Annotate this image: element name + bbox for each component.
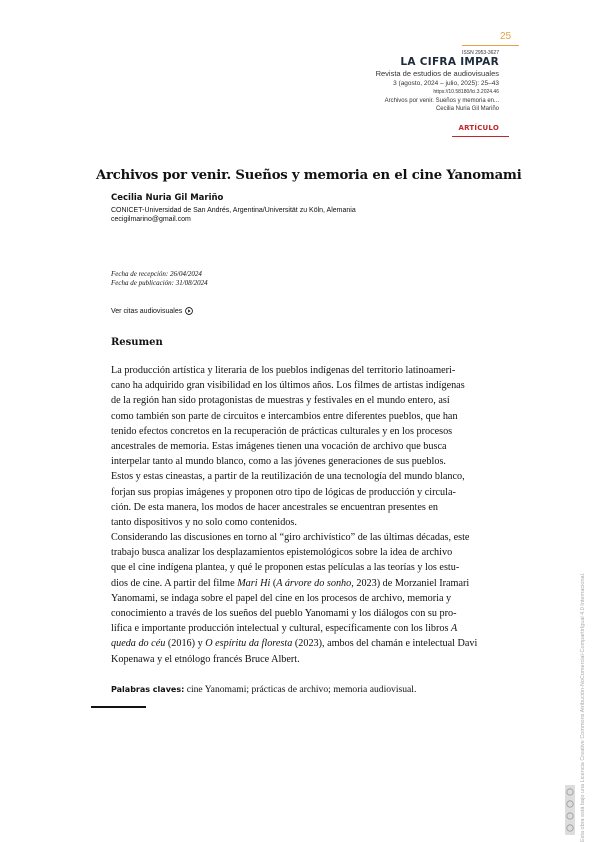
line-segment: , 2023) de Morzaniel Iramari bbox=[351, 577, 470, 589]
abstract-line: de la región han sido protagonistas de muestras y festivales en el mundo entero, así bbox=[111, 395, 450, 407]
line-segment: lífica e importante producción intelectual y cultural, específicamente con los libros bbox=[111, 623, 452, 635]
section-rule bbox=[452, 136, 509, 137]
abstract-line: Yanomami, se indaga sobre el papel del cine en los procesos de archivo, memoria y bbox=[111, 592, 452, 604]
abstract-line: forjan sus propias imágenes y proponen otro tipo de lógicas de producción y circula- bbox=[111, 486, 456, 498]
book-title: queda do céu bbox=[111, 638, 166, 650]
cc-by-nc-sa-icon[interactable] bbox=[565, 785, 575, 835]
running-title: Archivos por venir. Sueños y memoria en... bbox=[384, 98, 499, 104]
journal-subtitle: Revista de estudios de audiovisuales bbox=[375, 69, 499, 78]
abstract-line: conocimiento a través de los sueños del pueblo Yanomami y los diálogos con su pro- bbox=[111, 608, 457, 619]
abstract-line: Kopenawa y el etnólogo francés Bruce Albert. bbox=[111, 653, 300, 665]
citas-audiovisuales-link[interactable] bbox=[111, 307, 193, 315]
play-circle-icon bbox=[185, 307, 193, 315]
abstract-line: La producción artística y literaria de los pueblos indígenas del territorio latinoameri- bbox=[111, 365, 456, 376]
line-segment: ( bbox=[270, 577, 277, 589]
abstract-heading: Resumen bbox=[111, 337, 163, 348]
license-text: Esta obra está bajo una Licencia Creative Commons Atribución-NoComercial-CompartirIgual 4.0 Internacional. bbox=[580, 572, 586, 842]
abstract-line: ción. De esta manera, los modos de hacer ancestrales se encuentran presentes en bbox=[111, 501, 438, 513]
keywords-label: Palabras claves: bbox=[111, 685, 185, 694]
abstract-body bbox=[111, 363, 506, 667]
author-email[interactable]: cecigilmarino@gmail.com bbox=[111, 216, 191, 223]
abstract-line bbox=[111, 621, 506, 636]
abstract-line: ancestrales de memoria. Estas imágenes tienen una vocación de archivo que busca bbox=[111, 440, 447, 452]
line-segment: (2023), ambos del chamán e intelectual Davi bbox=[292, 638, 478, 650]
abstract-line bbox=[111, 636, 506, 651]
doi-link[interactable]: https://10.58180/lci.3.2024.46 bbox=[433, 89, 499, 95]
abstract-line: como también son parte de circuitos e intercambios entre diferentes pueblos, que han bbox=[111, 410, 458, 422]
abstract-line: cano ha adquirido gran visibilidad en los últimos años. Los filmes de artistas indígenas bbox=[111, 380, 465, 392]
abstract-line: Considerando las discusiones en torno al “giro archivístico” de las últimas décadas, este bbox=[111, 532, 470, 544]
film-title: Mari Hi bbox=[237, 577, 271, 589]
book-title: A bbox=[451, 623, 458, 635]
keywords-rule bbox=[91, 706, 146, 708]
abstract-line: trabajo busca analizar los desplazamientos epistemológicos sobre la idea de archivo bbox=[111, 547, 453, 559]
abstract-line: que el cine indígena plantea, y qué le proponen estas películas a las teorías y los estu- bbox=[111, 562, 460, 574]
page-number: 25 bbox=[500, 31, 512, 42]
citas-link-label: Ver citas audiovisuales bbox=[111, 307, 183, 315]
film-title: A árvore do sonho bbox=[276, 577, 352, 589]
line-segment: (2016) y bbox=[165, 638, 206, 650]
section-label: ARTÍCULO bbox=[458, 124, 499, 132]
keywords-text: cine Yanomami; prácticas de archivo; memoria audiovisual. bbox=[184, 684, 417, 695]
issn: ISSN 2953-3627 bbox=[462, 50, 499, 56]
page-number-rule bbox=[462, 45, 519, 46]
keywords bbox=[111, 684, 416, 695]
author-affiliation: CONICET-Universidad de San Andrés, Argentina/Universität zu Köln, Alemania bbox=[111, 207, 356, 214]
abstract-line: tanto dispositivos y no solo como contenidos. bbox=[111, 516, 297, 528]
abstract-line bbox=[111, 576, 506, 591]
book-title: O espíritu da floresta bbox=[205, 638, 293, 650]
abstract-line: tenido efectos concretos en la recuperación de prácticas culturales y en los procesos bbox=[111, 425, 453, 437]
date-reception: Fecha de recepción: 26/04/2024 bbox=[111, 270, 202, 278]
article-title: Archivos por venir. Sueños y memoria en el cine Yanomami bbox=[96, 168, 522, 183]
line-segment: dios de cine. A partir del filme bbox=[111, 577, 238, 589]
abstract-line: interpelar tanto al mundo blanco, como a las jóvenes generaciones de sus pueblos. bbox=[111, 456, 446, 468]
abstract-line: Estos y estas cineastas, a partir de la reutilización de una tecnología del mundo blanco, bbox=[111, 471, 465, 483]
running-author: Cecilia Nuria Gil Mariño bbox=[435, 106, 499, 112]
volume-info: 3 (agosto, 2024 – julio, 2025): 25–43 bbox=[393, 80, 499, 87]
journal-title: LA CIFRA IMPAR bbox=[400, 56, 499, 68]
date-publication: Fecha de publicación: 31/08/2024 bbox=[111, 279, 208, 287]
author-name: Cecilia Nuria Gil Mariño bbox=[111, 193, 224, 203]
